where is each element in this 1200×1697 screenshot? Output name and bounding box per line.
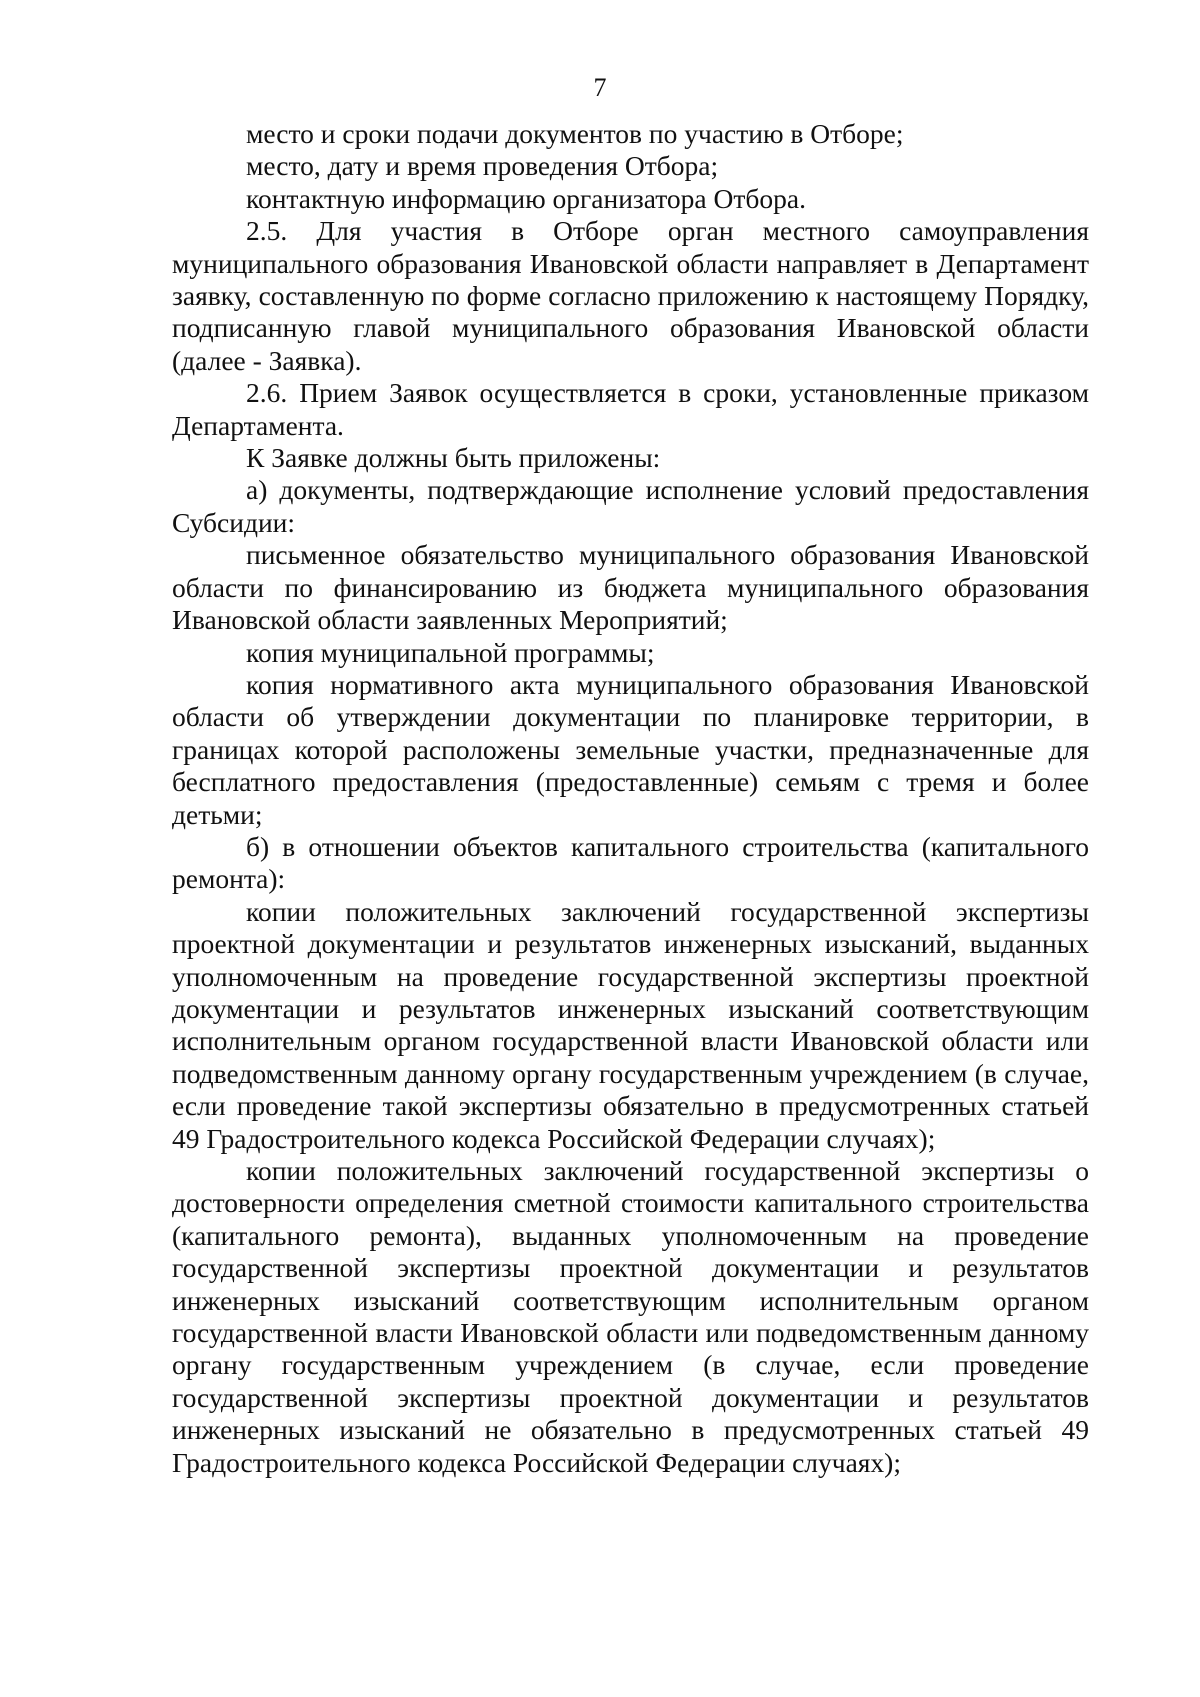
paragraph: К Заявке должны быть приложены: [246, 442, 661, 474]
page-number: 7 [593, 73, 607, 102]
paragraph: копии положительных заключений государственной экспертизы о достоверности определения сметной стоимости капитального строительства (капитального ремонта), выданных уполномоченным на проведение государственной экспертизы проектной документации и результатов инженерных изысканий соответствующим исполнительным органом государственной власти Ивановской области или подведомственным данному органу государственным учреждением (в случае, если проведение государственной экспертизы проектной документации и результатов инженерных изысканий не обязательно в предусмотренных статьей 49 Градостроительного кодекса Российской Федерации случаях); [172, 1155, 1089, 1478]
paragraph: копия муниципальной программы; [246, 636, 655, 668]
paragraph: письменное обязательство муниципального образования Ивановской области по финансированию из бюджета муниципального образования Ивановской области заявленных Мероприятий; [172, 539, 1089, 636]
paragraph: место, дату и время проведения Отбора; [246, 150, 719, 182]
paragraph: место и сроки подачи документов по участию в Отборе; [246, 118, 904, 149]
paragraph-item-b: б) в отношении объектов капитального строительства (капитального ремонта): [172, 830, 1089, 895]
paragraph: копии положительных заключений государственной экспертизы проектной документации и результатов инженерных изысканий, выданных уполномоченным на проведение государственной экспертизы проектной документации и результатов инженерных изысканий соответствующим исполнительным органом государственной власти Ивановской области или подведомственным данному органу государственным учреждением (в случае, если проведение такой экспертизы обязательно в предусмотренных статьей 49 Градостроительного кодекса Российской Федерации случаях); [172, 895, 1089, 1154]
paragraph-2-5: 2.5. Для участия в Отборе орган местного самоуправления муниципального образования Ивановской области направляет в Департамент заявку, составленную по форме согласно приложению к настоящему Порядку, подписанную главой муниципального образования Ивановской области (далее - Заявка). [172, 215, 1089, 376]
paragraph-2-6: 2.6. Прием Заявок осуществляется в сроки, установленные приказом Департамента. [172, 377, 1089, 441]
document-body [172, 118, 1089, 1479]
paragraph: копия нормативного акта муниципального образования Ивановской области об утверждении документации по планировке территории, в границах которой расположены земельные участки, предназначенные для бесплатного предоставления (предоставленные) семьям с тремя и более детьми; [172, 668, 1089, 830]
paragraph-item-a: а) документы, подтверждающие исполнение условий предоставления Субсидии: [172, 474, 1089, 538]
paragraph: контактную информацию организатора Отбора. [246, 182, 806, 214]
